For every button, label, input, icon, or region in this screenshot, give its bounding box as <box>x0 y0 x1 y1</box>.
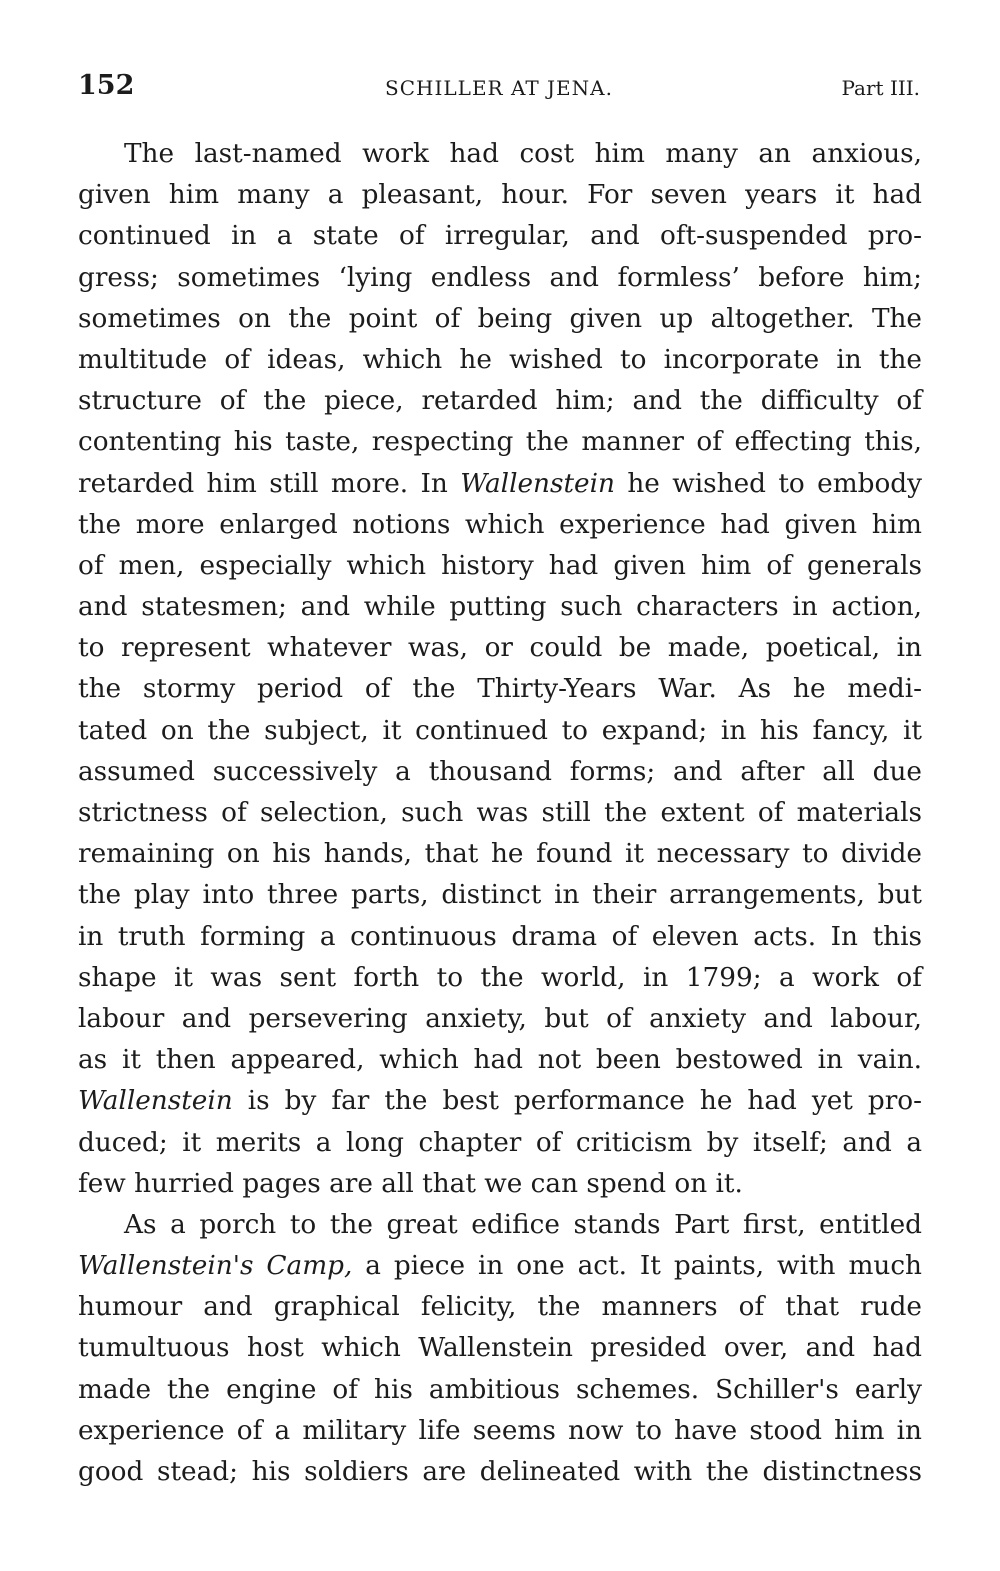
text-line: tumultuous host which Wallenstein presided over, and had <box>78 1333 922 1364</box>
text-line: multitude of ideas, which he wished to incorporate in the <box>78 344 922 375</box>
text-line: strictness of selection, such was still the extent of materials <box>78 798 922 828</box>
text-line: humour and graphical felicity, the manners of that rude <box>78 1292 922 1323</box>
text-line: experience of a military life seems now to have stood him in <box>78 1415 922 1446</box>
text-line <box>78 1246 922 1287</box>
text-line: to represent whatever was, or could be made, poetical, in <box>78 633 922 664</box>
italic-title: Wallenstein's Camp, <box>78 1251 353 1282</box>
text-line <box>78 1081 922 1122</box>
text-run: a piece in one act. It paints, with much <box>352 1251 922 1282</box>
italic-title: Wallenstein <box>78 1086 233 1117</box>
text-line: assumed successively a thousand forms; and after all due <box>78 756 922 787</box>
text-line: of men, especially which history had given him of generals <box>78 550 922 581</box>
text-line: The last-named work had cost him many an anxious, <box>124 139 922 169</box>
text-run: retarded him still more. In <box>78 468 461 499</box>
text-line: gress; sometimes ‘lying endless and formless’ before him; <box>78 262 922 293</box>
text-line: the stormy period of the Thirty-Years War. As he medi- <box>78 674 922 705</box>
text-line: good stead; his soldiers are delineated with the distinctness <box>78 1457 922 1487</box>
text-line: the play into three parts, distinct in their arrangements, but <box>78 880 922 911</box>
text-line: tated on the subject, it continued to expand; in his fancy, it <box>78 715 922 746</box>
text-line: given him many a pleasant, hour. For seven years it had <box>78 180 922 211</box>
text-line: few hurried pages are all that we can spend on it. <box>78 1168 743 1199</box>
text-line: in truth forming a continuous drama of eleven acts. In this <box>78 921 922 952</box>
text-line <box>78 464 922 505</box>
text-line: duced; it merits a long chapter of criticism by itself; and a <box>78 1127 922 1158</box>
text-line: and statesmen; and while putting such characters in action, <box>78 592 922 623</box>
text-line: continued in a state of irregular, and oft-suspended pro- <box>78 221 922 252</box>
page-header <box>78 70 920 110</box>
body-text <box>78 134 922 1493</box>
text-line: as it then appeared, which had not been bestowed in vain. <box>78 1045 922 1076</box>
text-line: made the engine of his ambitious schemes. Schiller's early <box>78 1374 922 1405</box>
text-line: remaining on his hands, that he found it necessary to divide <box>78 839 922 870</box>
text-line: structure of the piece, retarded him; and the difficulty of <box>78 386 922 417</box>
text-line: shape it was sent forth to the world, in 1799; a work of <box>78 962 922 993</box>
page-number: 152 <box>78 70 135 101</box>
part-label: Part III. <box>841 76 920 100</box>
text-line: contenting his taste, respecting the manner of effecting this, <box>78 427 922 458</box>
text-run: he wished to embody <box>614 468 922 499</box>
text-run: is by far the best performance he had yet pro- <box>232 1086 922 1117</box>
text-line: sometimes on the point of being given up altogether. The <box>78 303 922 334</box>
text-line: labour and persevering anxiety, but of anxiety and labour, <box>78 1003 922 1034</box>
text-line: As a porch to the great edifice stands Part first, entitled <box>124 1209 922 1240</box>
running-title: SCHILLER AT JENA. <box>385 76 613 100</box>
text-line: the more enlarged notions which experience had given him <box>78 509 922 540</box>
italic-title: Wallenstein <box>460 468 615 499</box>
